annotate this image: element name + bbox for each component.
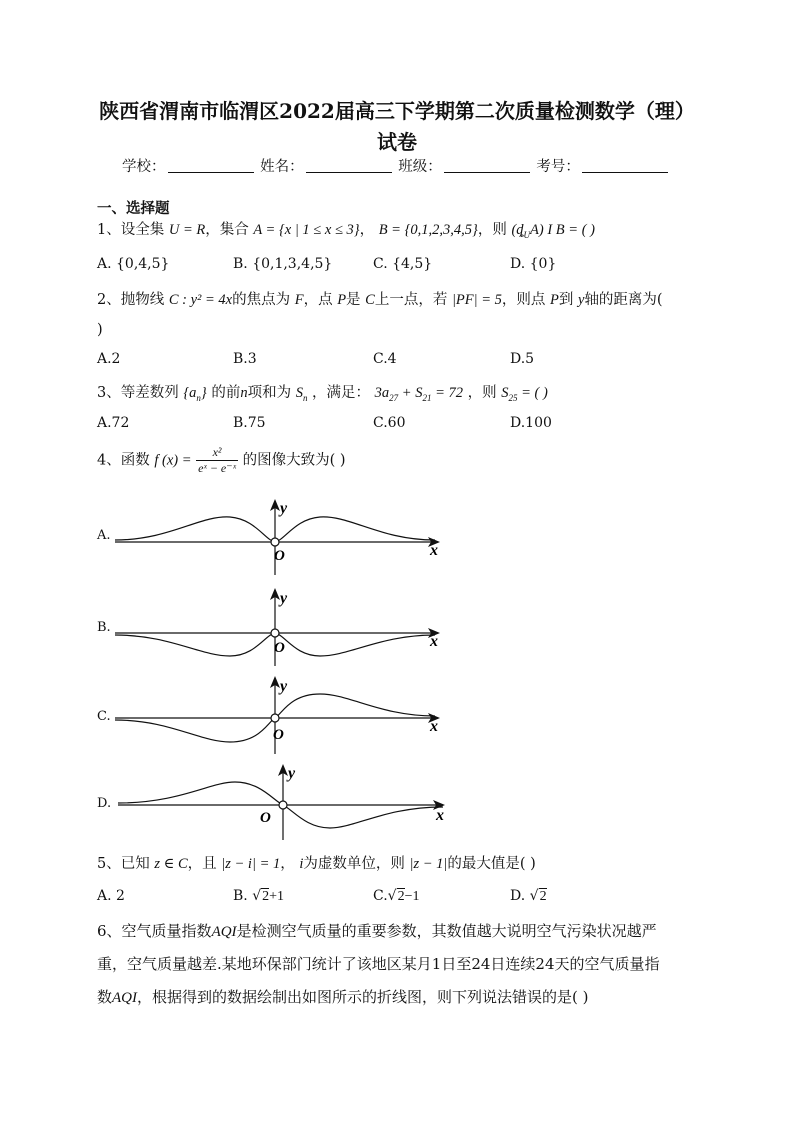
x-axis-label: x xyxy=(430,718,438,735)
question-6-line-2: 重，空气质量越差.某地环保部门统计了该地区某月1日至24日连续24天的空气质量指 xyxy=(97,955,660,973)
origin-label: O xyxy=(260,810,271,826)
q1-option-c: C. {4,5} xyxy=(373,256,433,272)
origin-label: O xyxy=(273,727,284,743)
q2-option-c: C.4 xyxy=(373,351,397,367)
graph-d[interactable] xyxy=(110,760,455,845)
q2-option-b: B.3 xyxy=(233,351,257,367)
question-6: 6、空气质量指数AQI是检测空气质量的重要参数，其数值越大说明空气污染状况越严 xyxy=(97,922,657,940)
q1-option-d: D. {0} xyxy=(510,256,557,272)
q1-option-b: B. {0,1,3,4,5} xyxy=(233,256,333,272)
q2-option-d: D.5 xyxy=(510,351,535,367)
exam-number-label: 考号： xyxy=(536,159,580,175)
q2-option-a: A.2 xyxy=(97,351,121,367)
q3-option-a: A.72 xyxy=(97,415,130,431)
y-axis-label: y xyxy=(280,500,288,517)
school-label: 学校： xyxy=(122,159,166,175)
q1-option-a: A. {0,4,5} xyxy=(97,256,170,272)
x-axis-label: x xyxy=(430,633,438,650)
y-axis-label: y xyxy=(280,678,288,695)
origin-label: O xyxy=(274,640,285,656)
graph-c-label: C. xyxy=(97,709,111,724)
q5-option-c: C.√2−1 xyxy=(373,888,420,904)
q5-option-d: D. √2 xyxy=(510,888,547,904)
graph-b[interactable] xyxy=(110,586,450,671)
q3-option-b: B.75 xyxy=(233,415,266,431)
question-5: 5、已知 z ∈ C，且 |z − i| = 1， i为虚数单位，则 |z − 1|的最大值是( ) xyxy=(97,856,536,872)
y-axis-label: y xyxy=(280,590,288,607)
question-4: 4、函数 f (x) = $\frac{\text{x²}}{\text{eˣ − e⁻ˣ}}$ 的图像大致为( ) xyxy=(97,445,346,475)
graph-b-label: B. xyxy=(97,620,111,635)
class-blank[interactable] xyxy=(444,158,530,173)
graph-d-label: D. xyxy=(97,796,112,811)
q3-option-d: D.100 xyxy=(510,415,552,431)
question-2: 2、抛物线 C : y² = 4x的焦点为 F，点 P是 C上一点，若 |PF| = 5，则点 P到 y轴的距离为( xyxy=(97,292,663,308)
section-heading: 一、选择题 xyxy=(97,200,170,217)
class-label: 班级： xyxy=(398,159,442,175)
q3-option-c: C.60 xyxy=(373,415,406,431)
school-blank[interactable] xyxy=(168,158,254,173)
origin-label: O xyxy=(274,548,285,564)
exam-number-blank[interactable] xyxy=(582,158,668,173)
q5-option-a: A. 2 xyxy=(97,888,125,904)
question-6-line-3: 数AQI，根据得到的数据绘制出如图所示的折线图，则下列说法错误的是( ) xyxy=(97,988,589,1006)
question-2-continued: ) xyxy=(97,322,103,338)
name-label: 姓名： xyxy=(260,159,304,175)
x-axis-label: x xyxy=(430,542,438,559)
graph-c[interactable] xyxy=(110,672,450,762)
student-info-fields xyxy=(122,155,670,176)
question-1: 1、设全集 U = R，集合 A = {x | 1 ≤ x ≤ 3}， B = {0,1,2,3,4,5}，则 $(ȡ_UA)$ I B = ( ) xyxy=(97,222,595,240)
page-title-continued: 试卷 xyxy=(377,130,417,154)
x-axis-label: x xyxy=(436,807,444,824)
graph-a[interactable] xyxy=(110,495,450,580)
question-3: 3、等差数列 $\{a_n\}$ 的前n项和为 $S_n$ ，满足： $3a_{27} + S_{21} = 72$ ，则 $S_{25}$ = ( ) xyxy=(97,385,548,403)
fraction: $\frac{\text{x²}}{\text{eˣ − e⁻ˣ}}$ xyxy=(198,445,236,475)
graph-a-label: A. xyxy=(97,528,111,543)
page-title: 陕西省渭南市临渭区2022届高三下学期第二次质量检测数学（理） xyxy=(99,99,695,123)
y-axis-label: y xyxy=(288,765,296,782)
q5-option-b: B. √2+1 xyxy=(233,888,285,904)
name-blank[interactable] xyxy=(306,158,392,173)
